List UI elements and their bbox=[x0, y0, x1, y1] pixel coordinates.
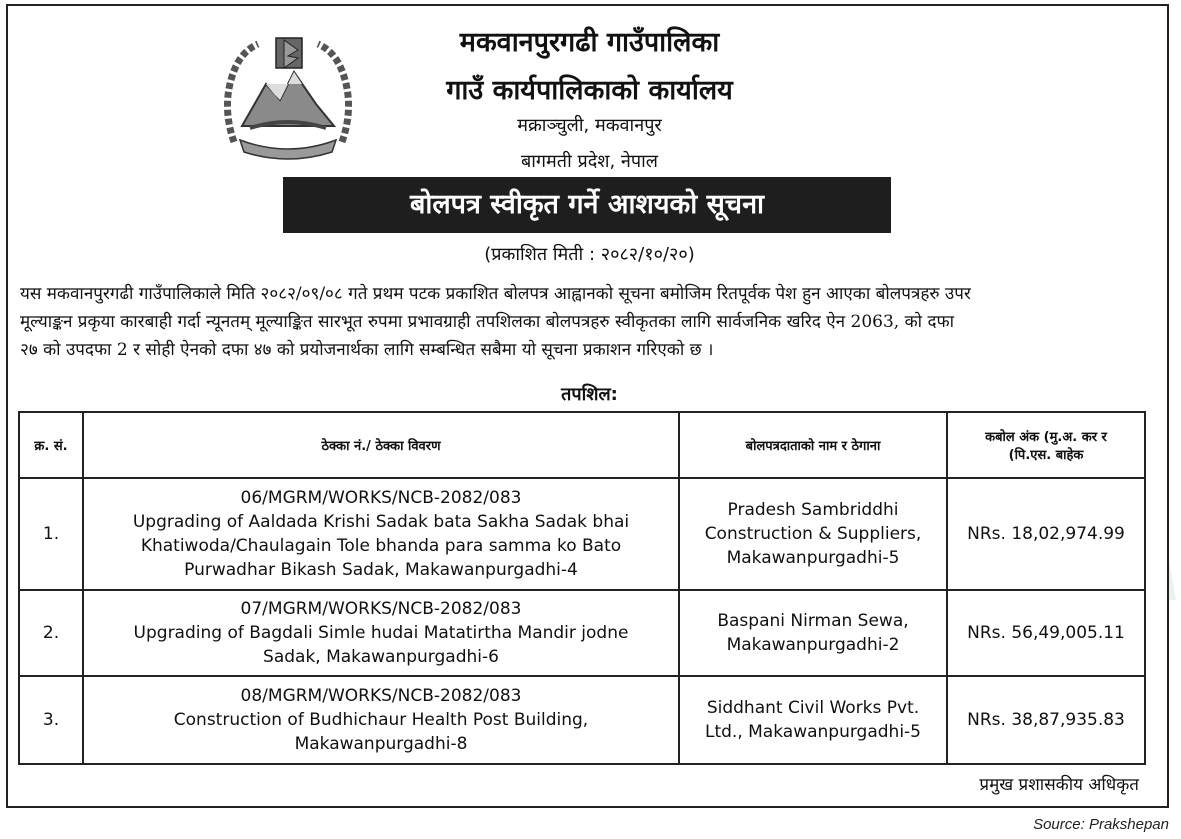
table-header-row bbox=[19, 412, 1145, 478]
bidder-line: Baspani Nirman Sewa, bbox=[717, 611, 909, 631]
source-credit: Source: Prakshepan bbox=[1033, 816, 1169, 833]
notice-sheet bbox=[6, 4, 1169, 808]
org-name: मकवानपुरगढी गाउँपालिका bbox=[459, 27, 720, 58]
notice-title: बोलपत्र स्वीकृत गर्ने आशयको सूचना bbox=[283, 177, 891, 233]
address-local: मक्राञ्चुली, मकवानपुर bbox=[517, 115, 662, 136]
office-name: गाउँ कार्यपालिकाको कार्यालय bbox=[446, 75, 733, 106]
row-bidder bbox=[679, 478, 947, 590]
row-description bbox=[83, 676, 679, 764]
detail-heading: तपशिल: bbox=[561, 384, 618, 405]
notice-body-line: २७ को उपदफा 2 र सोही ऐनको दफा ४७ को प्रयोजनार्थका लागि सम्बन्धित सबैमा यो सूचना प्रकाशन गरिएको छ । bbox=[20, 340, 714, 360]
column-header-bidder: बोलपत्रदाताको नाम र ठेगाना bbox=[679, 412, 947, 478]
notice-body-line: मूल्याङ्कन प्रकृया कारबाही गर्दा न्यूनतम् मूल्याङ्कित सारभूत रुपमा प्रभावग्राही तपशिलका बोलपत्रहरु स्वीकृतका लागि सार्वजनिक खरिद ऐन 2063, को दफा bbox=[20, 312, 954, 332]
row-amount: NRs. 18,02,974.99 bbox=[947, 478, 1145, 590]
table-row bbox=[19, 676, 1145, 764]
row-description bbox=[83, 478, 679, 590]
description-line: Purwadhar Bikash Sadak, Makawanpurgadhi-4 bbox=[184, 560, 578, 580]
description-line: 08/MGRM/WORKS/NCB-2082/083 bbox=[240, 686, 522, 706]
address-province: बागमती प्रदेश, नेपाल bbox=[520, 151, 659, 172]
column-header-amount bbox=[947, 412, 1145, 478]
description-line: 07/MGRM/WORKS/NCB-2082/083 bbox=[240, 599, 522, 619]
row-bidder bbox=[679, 590, 947, 676]
description-line: Sadak, Makawanpurgadhi-6 bbox=[263, 647, 499, 667]
row-amount: NRs. 38,87,935.83 bbox=[947, 676, 1145, 764]
table-row bbox=[19, 478, 1145, 590]
row-bidder bbox=[679, 676, 947, 764]
table-row bbox=[19, 590, 1145, 676]
column-header-amount-line: (पि.एस. बाहेक bbox=[1008, 448, 1084, 463]
notice-body bbox=[20, 280, 1160, 364]
notice-body-line: यस मकवानपुरगढी गाउँपालिकाले मिति २०८२/०९/०८ गते प्रथम पटक प्रकाशित बोलपत्र आह्वानको सूचना बमोजिम रितपूर्वक पेश हुन आएका बोलपत्रहरु उपर bbox=[20, 284, 971, 304]
published-date: (प्रकाशित मिती : २०८२/१०/२०) bbox=[484, 244, 695, 265]
column-header-description: ठेक्का नं./ ठेक्का विवरण bbox=[83, 412, 679, 478]
bidder-line: Makawanpurgadhi-2 bbox=[726, 635, 900, 655]
row-sn: 3. bbox=[19, 676, 83, 764]
signatory: प्रमुख प्रशासकीय अधिकृत bbox=[979, 775, 1139, 795]
row-description bbox=[83, 590, 679, 676]
description-line: Upgrading of Bagdali Simle hudai Matatirtha Mandir jodne bbox=[133, 623, 629, 643]
description-line: Upgrading of Aaldada Krishi Sadak bata Sakha Sadak bhai bbox=[132, 512, 630, 532]
description-line: Construction of Budhichaur Health Post Building, bbox=[173, 710, 589, 730]
bidder-line: Makawanpurgadhi-5 bbox=[726, 548, 900, 568]
row-sn: 2. bbox=[19, 590, 83, 676]
bidder-line: Siddhant Civil Works Pvt. bbox=[706, 698, 920, 718]
description-line: Khatiwoda/Chaulagain Tole bhanda para samma ko Bato bbox=[140, 536, 622, 556]
bid-table bbox=[18, 411, 1146, 765]
description-line: 06/MGRM/WORKS/NCB-2082/083 bbox=[240, 488, 522, 508]
row-amount: NRs. 56,49,005.11 bbox=[947, 590, 1145, 676]
description-line: Makawanpurgadhi-8 bbox=[294, 734, 468, 754]
row-sn: 1. bbox=[19, 478, 83, 590]
bidder-line: Pradesh Sambriddhi bbox=[727, 500, 899, 520]
column-header-sn: क्र. सं. bbox=[19, 412, 83, 478]
bidder-line: Ltd., Makawanpurgadhi-5 bbox=[705, 722, 921, 742]
bidder-line: Construction & Suppliers, bbox=[704, 524, 922, 544]
column-header-amount-line: कबोल अंक (मु.अ. कर र bbox=[985, 430, 1107, 445]
